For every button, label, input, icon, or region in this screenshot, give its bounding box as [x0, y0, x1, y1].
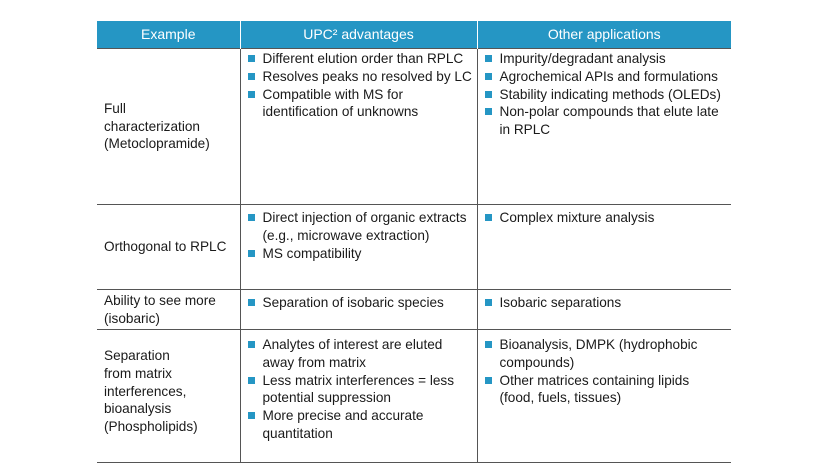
list-item-text: Impurity/degradant analysis [499, 51, 666, 66]
square-bullet-icon [485, 108, 492, 115]
list-item-text: Separation of isobaric species [262, 295, 444, 310]
square-bullet-icon [485, 55, 492, 62]
table-row [97, 49, 731, 205]
advantages-list [241, 49, 477, 121]
applications-cell [477, 49, 731, 205]
square-bullet-icon [485, 341, 492, 348]
list-item-text: Other matrices containing lipids (food, fuels, tissues) [499, 372, 690, 406]
square-bullet-icon [485, 377, 492, 384]
list-item [485, 294, 728, 312]
list-item [485, 50, 728, 68]
list-item-text: Bioanalysis, DMPK (hydrophobic compounds) [499, 337, 698, 370]
advantages-cell [240, 290, 477, 330]
example-cell: Separation from matrix interferences, bioanalysis (Phospholipids) [97, 330, 240, 463]
advantages-list [241, 205, 477, 262]
header-advantages: UPC² advantages [240, 21, 477, 49]
comparison-table [97, 21, 731, 463]
advantages-cell [240, 205, 477, 290]
header-applications: Other applications [477, 21, 731, 49]
square-bullet-icon [248, 412, 255, 419]
table-row [97, 330, 731, 463]
square-bullet-icon [248, 73, 255, 80]
applications-cell [477, 290, 731, 330]
list-item-text: Less matrix interferences = less potential suppression [262, 372, 455, 406]
square-bullet-icon [485, 91, 492, 98]
square-bullet-icon [248, 299, 255, 306]
list-item-text: Different elution order than RPLC [262, 51, 464, 66]
square-bullet-icon [248, 377, 255, 384]
square-bullet-icon [485, 214, 492, 221]
example-cell: Orthogonal to RPLC [97, 205, 240, 290]
table-header-row [97, 21, 731, 49]
header-example: Example [97, 21, 240, 49]
list-item-text: Direct injection of organic extracts (e.g., microwave extraction) [262, 210, 467, 243]
list-item [248, 68, 473, 86]
list-item-text: Analytes of interest are eluted away from matrix [262, 337, 443, 370]
list-item-text: Agrochemical APIs and formulations [499, 68, 718, 84]
list-item [248, 245, 473, 263]
list-item [248, 336, 473, 372]
list-item-text: Compatible with MS for identification of unknowns [262, 86, 419, 120]
list-item-text: Isobaric separations [499, 295, 622, 310]
advantages-cell [240, 49, 477, 205]
example-cell: Full characterization (Metoclopramide) [97, 49, 240, 205]
square-bullet-icon [248, 341, 255, 348]
list-item-text: Stability indicating methods (OLEDs) [499, 86, 721, 102]
list-item-text: Resolves peaks no resolved by LC [262, 68, 472, 84]
square-bullet-icon [248, 250, 255, 257]
list-item [485, 372, 728, 408]
applications-list [478, 290, 732, 312]
list-item-text: MS compatibility [262, 245, 362, 261]
list-item-text: More precise and accurate quantitation [262, 408, 424, 441]
list-item [485, 68, 728, 86]
list-item [248, 209, 473, 245]
square-bullet-icon [248, 55, 255, 62]
list-item [248, 372, 473, 408]
list-item [485, 209, 728, 227]
list-item [248, 50, 473, 68]
table-row [97, 290, 731, 330]
square-bullet-icon [485, 299, 492, 306]
applications-cell [477, 330, 731, 463]
square-bullet-icon [248, 91, 255, 98]
applications-cell [477, 205, 731, 290]
square-bullet-icon [485, 73, 492, 80]
advantages-list [241, 290, 477, 312]
example-cell: Ability to see more (isobaric) [97, 290, 240, 330]
cropped-title-fragment [170, 0, 590, 16]
list-item [485, 103, 728, 139]
list-item [485, 86, 728, 104]
table-row [97, 205, 731, 290]
advantages-list [241, 330, 477, 443]
list-item-text: Non-polar compounds that elute late in RPLC [499, 104, 719, 138]
advantages-cell [240, 330, 477, 463]
list-item [485, 336, 728, 372]
applications-list [478, 205, 732, 227]
list-item [248, 407, 473, 443]
list-item [248, 294, 473, 312]
list-item-text: Complex mixture analysis [499, 210, 655, 225]
applications-list [478, 330, 732, 407]
applications-list [478, 49, 732, 139]
list-item [248, 86, 473, 122]
square-bullet-icon [248, 214, 255, 221]
